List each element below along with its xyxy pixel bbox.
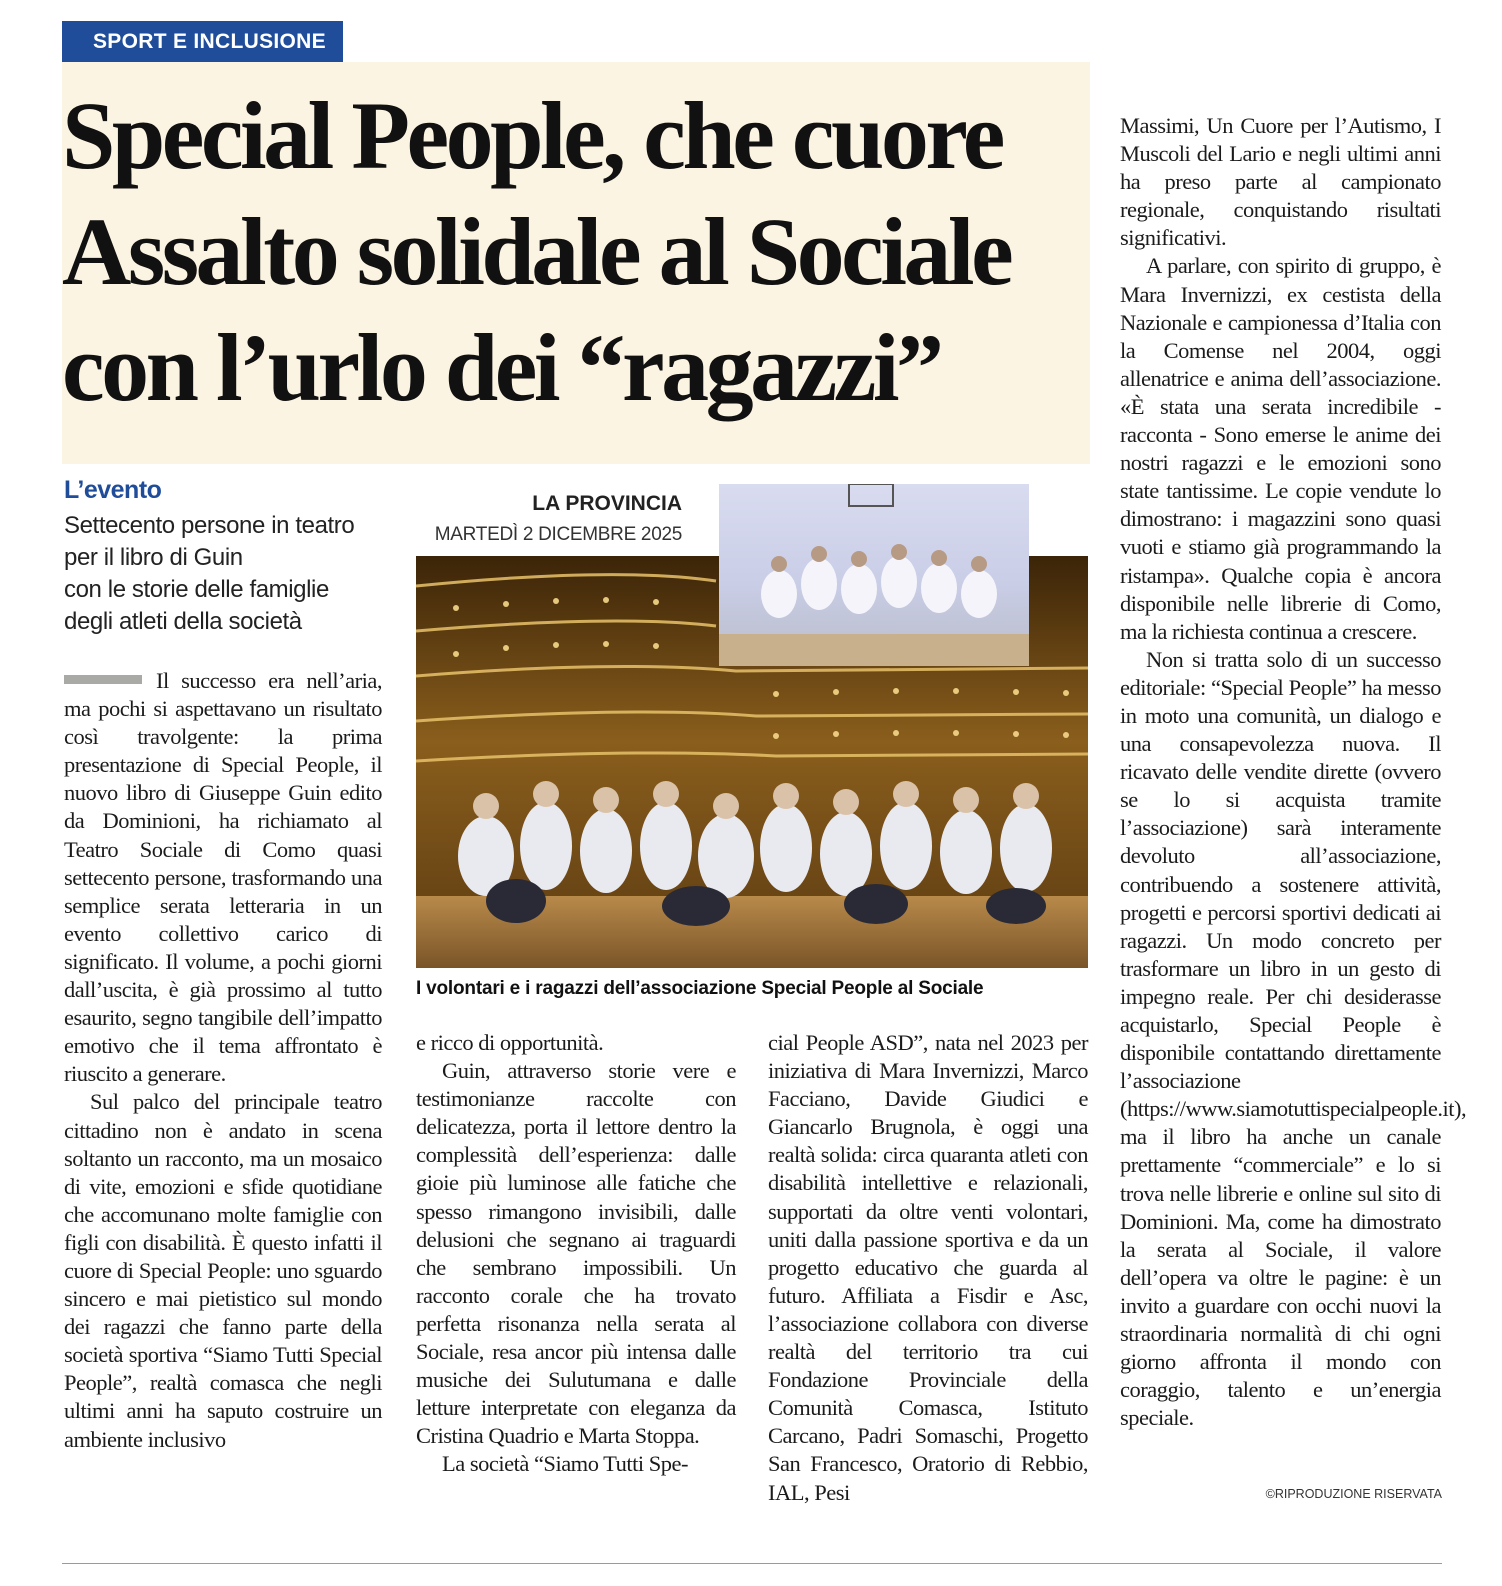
- paragraph-text: Il successo era nell’aria, ma pochi si aspettavano un risultato così travolgente: la prima presentazione di Special People, il nuovo libro di Giuseppe Guin edito da Dominioni, ha richiamato al Teatro Sociale di Como quasi settecento persone, trasformando una semplice serata letteraria in un evento collettivo carico di significato. Il volume, a pochi giorni dall’uscita, è già prossimo al tutto esaurito, segno tangibile dell’impatto emotivo che il tema affrontato è riuscito a generare.: [64, 668, 382, 1087]
- section-tag: SPORT E INCLUSIONE: [62, 21, 343, 62]
- paragraph: Guin, attraverso storie vere e testimonianze raccolte con delicatezza, porta il lettore dentro la complessità dell’esperienza: dalle gioie più luminose alle fatiche che spesso rimangono invisibili, dalle delusioni che segnano ai traguardi che sembrano impossibili. Un racconto corale che ha trovato perfetta risonanza nella serata al Sociale, resa ancor più intensa dalle musiche dei Sulutumana e dalle letture interpretate con eleganza da Cristina Quadrio e Marta Stoppa.: [416, 1058, 736, 1449]
- body-column-2: [416, 1029, 736, 1479]
- bottom-rule: [62, 1563, 1442, 1564]
- headline-line-1: Special People, che cuore: [62, 82, 1002, 189]
- headline-line-2: Assalto solidale al Sociale: [62, 198, 1011, 305]
- paragraph: e ricco di opportunità.: [416, 1030, 604, 1055]
- paragraph: [64, 667, 382, 1088]
- body-column-3: [768, 1029, 1088, 1507]
- screen-image-illustration: [719, 484, 1029, 666]
- subhead-line-2: per il libro di Guin: [64, 544, 243, 571]
- paragraph: cial People ASD”, nata nel 2023 per iniziativa di Mara Invernizzi, Marco Facciano, Davide Giudici e Giancarlo Brugnola, è oggi una realtà solida: circa quaranta atleti con disabilità intellettive e relazionali, supportati da oltre venti volontari, uniti dalla passione sportiva e da un progetto educativo che guarda al futuro. Affiliata a Fisdir e Asc, l’associazione collabora con diverse realtà del territorio tra cui Fondazione Provinciale della Comunità Comasca, Istituto Carcano, Padri Somaschi, Progetto San Francesco, Oratorio di Rebbio, IAL, Pesi: [768, 1030, 1088, 1505]
- newspaper-name: LA PROVINCIA: [532, 492, 682, 515]
- photo-caption: I volontari e i ragazzi dell’associazione Special People al Sociale: [416, 978, 984, 999]
- paragraph: Massimi, Un Cuore per l’Autismo, I Muscoli del Lario e negli ultimi anni ha preso parte al campionato regionale, conquistando risultati significativi.: [1120, 113, 1441, 251]
- body-column-1: [64, 667, 382, 1454]
- subhead: [64, 510, 394, 638]
- headline-line-3: con l’urlo dei “ragazzi”: [62, 314, 941, 421]
- paragraph: Non si tratta solo di un successo editoriale: “Special People” ha messo in moto una comunità, un dialogo e una consapevolezza nuova. Il ricavato delle vendite dirette (ovvero se lo si acquista tramite l’associazione) sarà interamente devoluto all’associazione, contribuendo a sostenere attività, progetti e percorsi sportivi dedicati ai ragazzi. Un modo concreto per trasformare un libro in un gesto di impegno reale. Per chi desiderasse acquistarlo, Special People è disponibile contattando direttamente l’associazione (https://www.siamotuttispecialpeople.it), ma il libro ha anche un canale prettamente “commerciale” e lo si trova nelle librerie e online sul sito di Dominioni. Ma, come ha dimostrato la serata al Sociale, il valore dell’opera va oltre le pagine: è un invito a guardare con occhi nuovi la straordinaria normalità di chi ogni giorno affronta il mondo con coraggio, talento e un’energia speciale.: [1120, 646, 1467, 1431]
- projection-screen: [719, 484, 1029, 666]
- body-column-4: [1120, 112, 1467, 1432]
- dateline: [416, 484, 712, 554]
- subhead-line-3: con le storie delle famiglie: [64, 576, 329, 603]
- subhead-line-4: degli atleti della società: [64, 608, 302, 635]
- lead-bar: [64, 675, 142, 684]
- paragraph: La società “Siamo Tutti Spe-: [442, 1451, 688, 1477]
- paragraph: A parlare, con spirito di gruppo, è Mara Invernizzi, ex cestista della Nazionale e campionessa d’Italia con la Comense nel 2004, oggi allenatrice e anima dell’associazione. «È stata una serata incredibile - racconta - Sono emerse le anime dei nostri ragazzi e le emozioni sono state tantissime. Le copie vendute lo dimostrano: i magazzini sono quasi vuoti e stiamo già programmando la ristampa». Qualche copia è ancora disponibile nelle librerie di Como, ma la richiesta continua a crescere.: [1120, 253, 1441, 644]
- kicker: L’evento: [64, 476, 162, 504]
- paragraph: Sul palco del principale teatro cittadino non è andato in scena soltanto un racconto, ma un mosaico di vite, emozioni e sfide quotidiane che accomunano molte famiglie con figli con disabilità. È questo infatti il cuore di Special People: uno sguardo sincero e mai pietistico sul mondo dei ragazzi che fanno parte della società sportiva “Siamo Tutti Special People”, realtà comasca che negli ultimi anni ha saputo costruire un ambiente inclusivo: [64, 1089, 382, 1452]
- headline: [62, 78, 1102, 426]
- publication-date: MARTEDÌ 2 DICEMBRE 2025: [434, 524, 682, 545]
- subhead-line-1: Settecento persone in teatro: [64, 512, 355, 539]
- copyright-notice: ©RIPRODUZIONE RISERVATA: [1265, 1487, 1442, 1501]
